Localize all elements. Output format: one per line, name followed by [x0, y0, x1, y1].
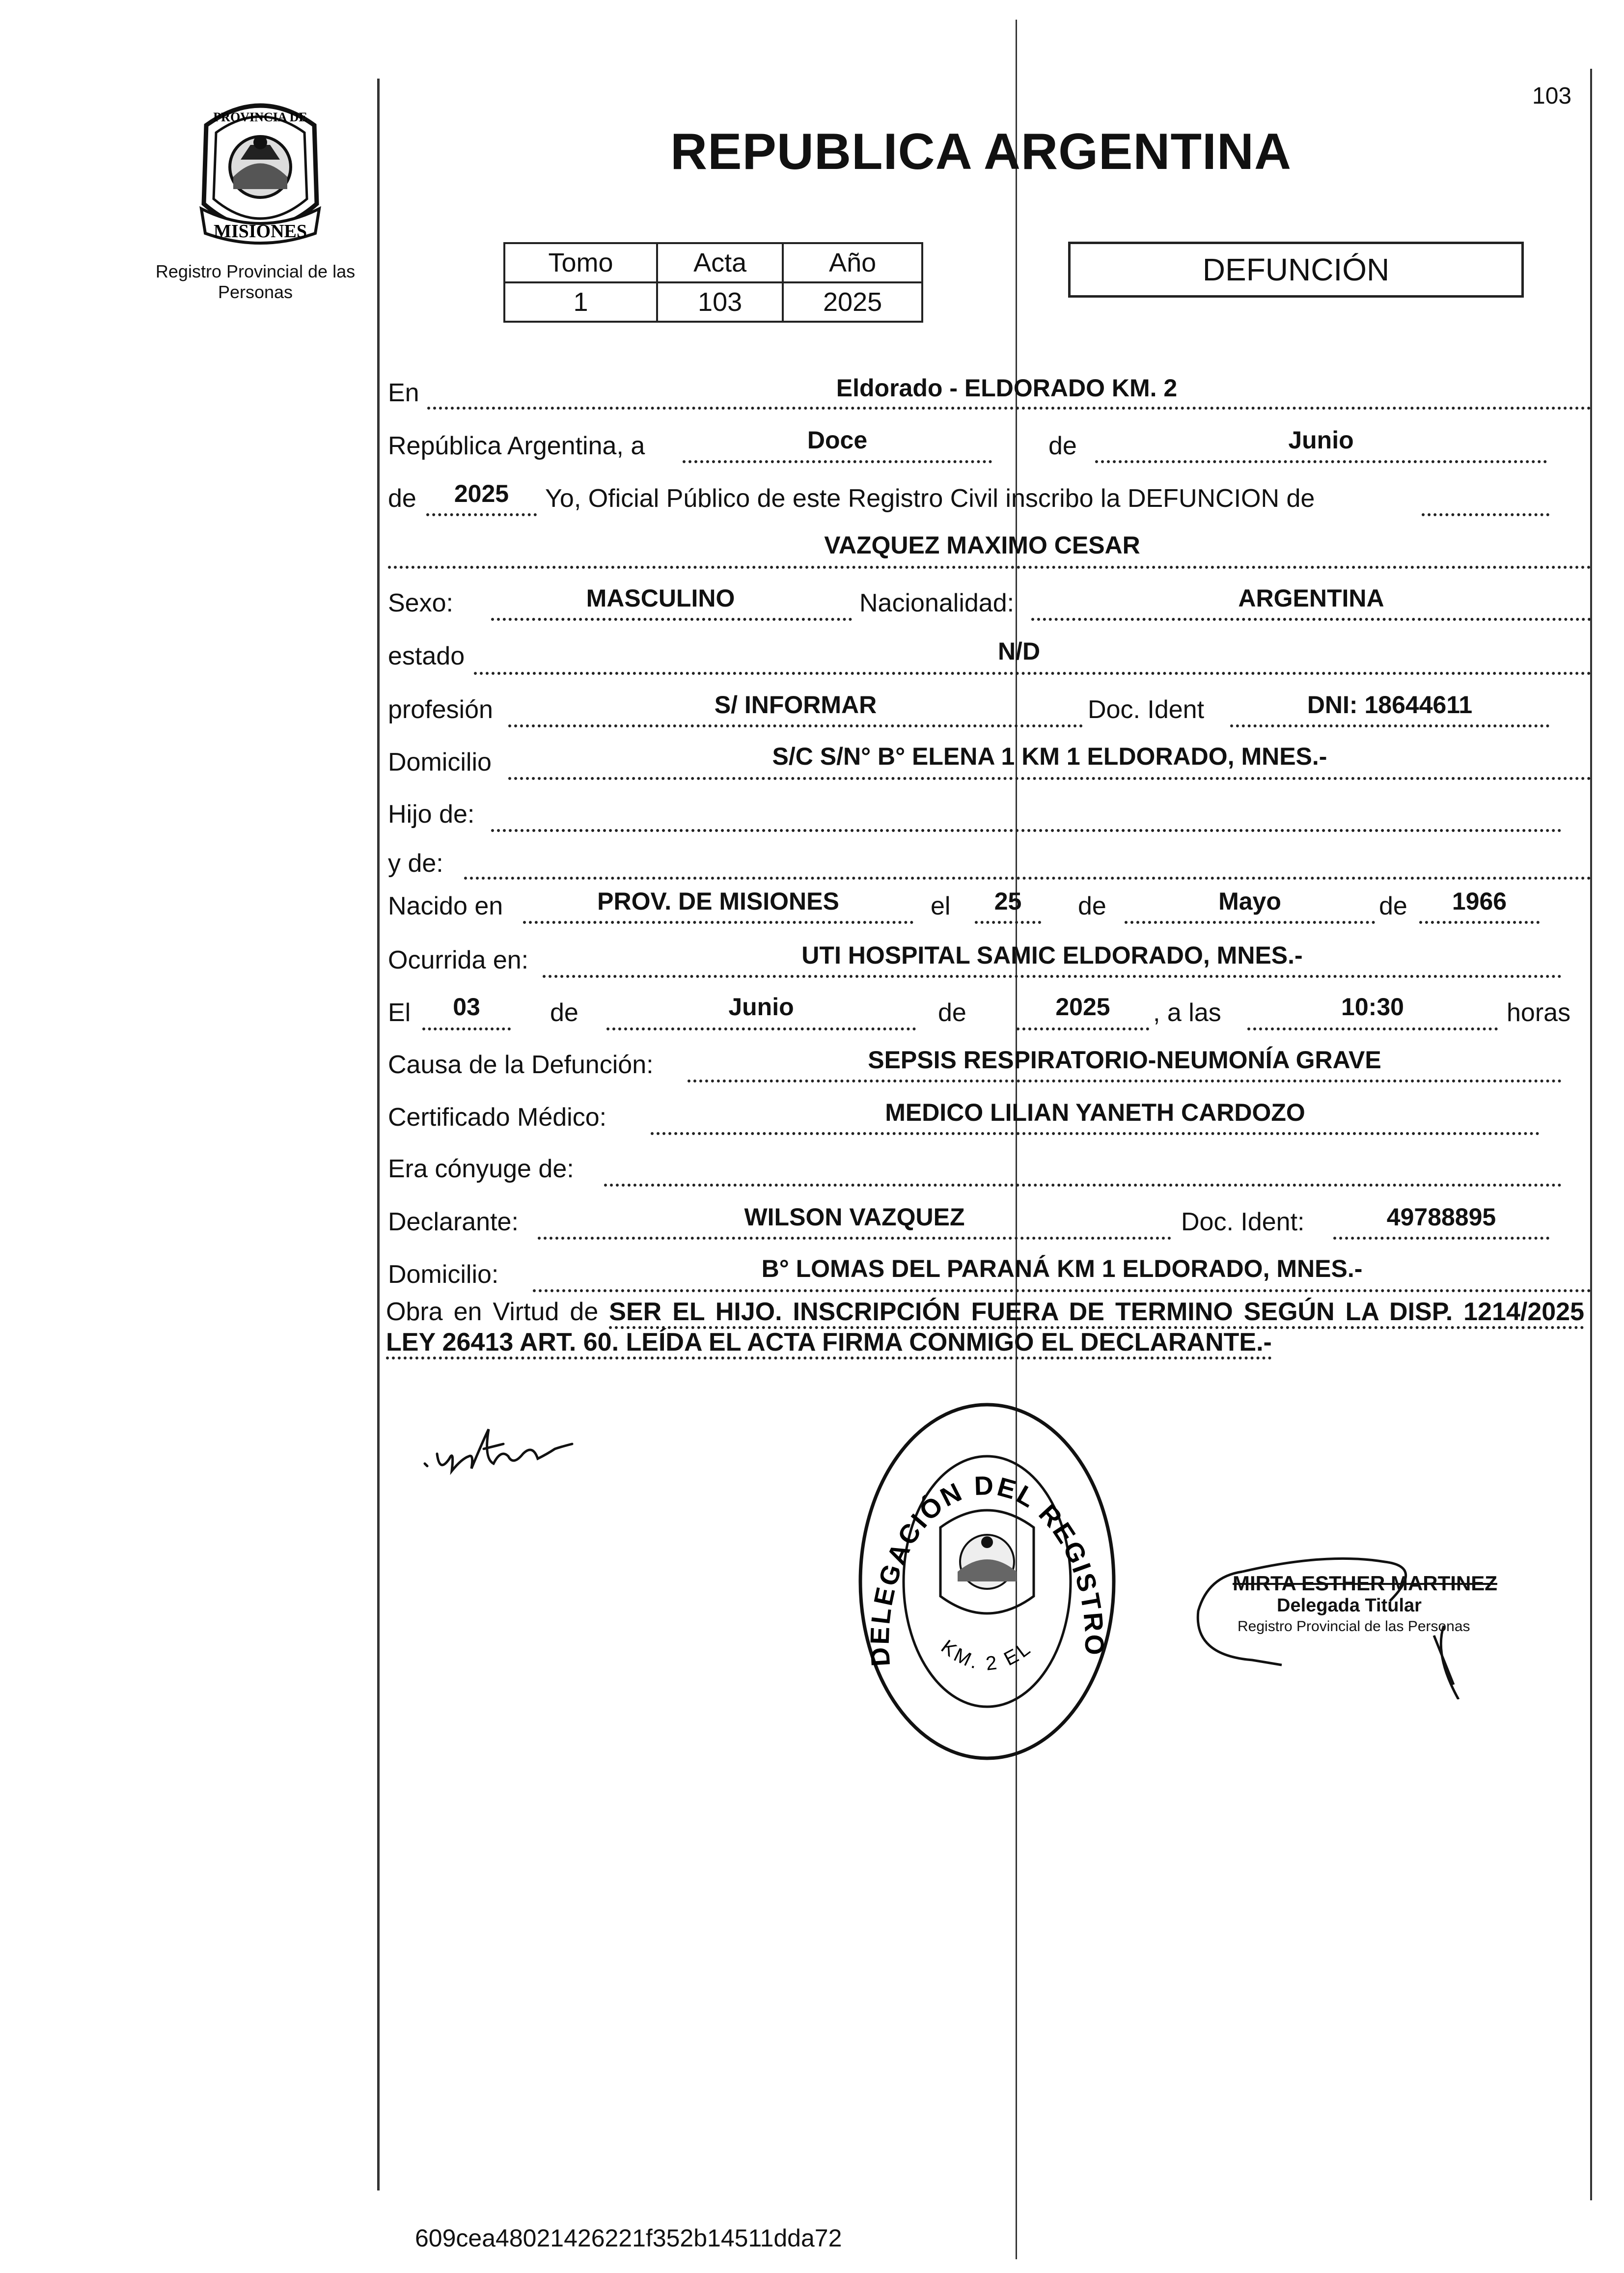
underline	[523, 921, 913, 924]
label-de: de	[938, 998, 966, 1027]
doc-value: DNI: 18644611	[1307, 691, 1473, 719]
tomo-header: Tomo	[504, 243, 657, 282]
sexo-value: MASCULINO	[586, 584, 735, 612]
underline	[651, 1132, 1540, 1135]
label-nacionalidad: Nacionalidad:	[859, 589, 1015, 617]
nac-anio-value: 1966	[1452, 887, 1507, 915]
underline	[604, 1184, 1562, 1187]
underline	[1125, 921, 1375, 924]
nacido-en-value: PROV. DE MISIONES	[597, 887, 839, 915]
label-conyuge: Era cónyuge de:	[388, 1155, 574, 1183]
underline	[422, 1027, 511, 1030]
svg-text:PROVINCIA DE: PROVINCIA DE	[213, 110, 307, 124]
stamp-outer-text: DELEGACIÓN DEL REGISTRO	[865, 1470, 1109, 1667]
label-ocurrida: Ocurrida en:	[388, 946, 529, 974]
anio-header: Año	[783, 243, 922, 282]
label-estado: estado	[388, 642, 465, 670]
underline	[683, 460, 992, 463]
label-yo: Yo, Oficial Público de este Registro Civil inscribo la DEFUNCION de	[545, 484, 1315, 513]
label-hijo-de: Hijo de:	[388, 800, 475, 829]
label-profesion: profesión	[388, 695, 493, 724]
label-declarante: Declarante:	[388, 1208, 519, 1236]
dia-value: Doce	[807, 426, 868, 454]
provincial-seal-logo	[187, 91, 334, 250]
label-de: de	[388, 484, 416, 513]
underline	[1017, 1027, 1149, 1030]
underline	[388, 566, 1591, 569]
underline	[1333, 1237, 1549, 1240]
lugar-value: Eldorado - ELDORADO KM. 2	[836, 374, 1178, 402]
underline	[427, 407, 1591, 410]
page-number: 103	[1532, 83, 1572, 109]
registry-name: Registro Provincial de las Personas	[155, 261, 356, 302]
def-mes-value: Junio	[728, 993, 794, 1021]
declarante-doc-value: 49788895	[1386, 1203, 1496, 1231]
document-title: REPUBLICA ARGENTINA	[670, 123, 1292, 180]
label-a-las: , a las	[1153, 998, 1221, 1027]
label-y-de: y de:	[388, 849, 443, 878]
underline	[543, 975, 1562, 978]
underline	[1247, 1027, 1498, 1030]
tomo-value: 1	[504, 282, 657, 322]
underline	[1095, 460, 1547, 463]
underline	[1230, 724, 1549, 727]
underline	[464, 877, 1591, 880]
anio-value: 2025	[454, 480, 509, 507]
def-anio-value: 2025	[1055, 993, 1110, 1021]
label-de: de	[1048, 432, 1077, 460]
underline	[975, 921, 1041, 924]
anio-value: 2025	[783, 282, 922, 322]
causa-value: SEPSIS RESPIRATORIO-NEUMONÍA GRAVE	[868, 1046, 1381, 1074]
domicilio-value: S/C S/N° B° ELENA 1 KM 1 ELDORADO, MNES.-	[772, 743, 1327, 770]
label-domicilio2: Domicilio:	[388, 1260, 499, 1289]
label-horas: horas	[1507, 998, 1571, 1027]
nac-dia-value: 25	[994, 887, 1022, 915]
mes-value: Junio	[1288, 426, 1354, 454]
underline	[508, 724, 1083, 727]
declarant-signature	[415, 1419, 582, 1493]
label-El: El	[388, 998, 411, 1027]
underline	[474, 672, 1591, 675]
label-nacido-en: Nacido en	[388, 892, 503, 920]
svg-text:MISIONES: MISIONES	[213, 221, 307, 242]
underline	[688, 1080, 1562, 1082]
ocurrida-value: UTI HOSPITAL SAMIC ELDORADO, MNES.-	[801, 942, 1303, 969]
nac-mes-value: Mayo	[1218, 887, 1281, 915]
label-doc-ident2: Doc. Ident:	[1181, 1208, 1305, 1236]
obra-value: SER EL HIJO. INSCRIPCIÓN FUERA DE TERMINO SEGÚN LA DISP. 1214/2025 LEY 26413 ART. 60. LEÍDA EL ACTA FIRMA CONMIGO EL DECLARANTE.-	[386, 1298, 1584, 1359]
def-dia-value: 03	[453, 993, 480, 1021]
record-table	[503, 242, 923, 323]
acta-header: Acta	[657, 243, 783, 282]
document-hash: 609cea48021426221f352b14511dda72	[415, 2224, 842, 2252]
label-certificado: Certificado Médico:	[388, 1103, 607, 1132]
underline	[1031, 618, 1591, 621]
label-domicilio: Domicilio	[388, 748, 492, 776]
label-de: de	[1078, 892, 1106, 920]
declarante-domicilio-value: B° LOMAS DEL PARANÁ KM 1 ELDORADO, MNES.-	[761, 1255, 1363, 1282]
label-sexo: Sexo:	[388, 589, 453, 617]
label-de: de	[550, 998, 578, 1027]
label-de: de	[1379, 892, 1407, 920]
label-en: En	[388, 379, 419, 407]
record-type-box: DEFUNCIÓN	[1068, 242, 1524, 298]
left-margin-line	[377, 79, 380, 2190]
underline	[491, 829, 1562, 832]
underline	[1419, 921, 1540, 924]
obra-paragraph	[386, 1297, 1584, 1358]
underline	[508, 777, 1591, 780]
center-fold-line	[1016, 20, 1017, 2259]
def-hora-value: 10:30	[1341, 993, 1404, 1021]
underline	[538, 1237, 1171, 1240]
acta-value: 103	[657, 282, 783, 322]
estado-value: N/D	[997, 638, 1041, 665]
underline	[491, 618, 852, 621]
underline	[533, 1289, 1591, 1292]
label-doc-ident: Doc. Ident	[1088, 695, 1205, 724]
underline	[606, 1027, 916, 1030]
label-el: el	[931, 892, 951, 920]
label-obra: Obra en Virtud de	[386, 1298, 599, 1326]
nacionalidad-value: ARGENTINA	[1238, 584, 1384, 612]
stamp-inner-text: KM. 2 EL	[937, 1635, 1036, 1675]
svg-text:DELEGACIÓN DEL REGISTRO DE LAS	[857, 1400, 1109, 1668]
nombre-value: VAZQUEZ MAXIMO CESAR	[824, 531, 1140, 559]
official-name: MIRTA ESTHER MARTINEZ	[1233, 1572, 1497, 1595]
official-org: Registro Provincial de las Personas	[1238, 1618, 1470, 1635]
label-republica: República Argentina, a	[388, 432, 645, 460]
delegation-stamp	[857, 1400, 1117, 1763]
declarante-value: WILSON VAZQUEZ	[744, 1203, 965, 1231]
underline	[426, 513, 537, 516]
label-causa: Causa de la Defunción:	[388, 1051, 654, 1079]
underline	[1422, 513, 1549, 516]
certificado-value: MEDICO LILIAN YANETH CARDOZO	[885, 1099, 1305, 1126]
official-signature	[1223, 1567, 1497, 1635]
official-role: Delegada Titular	[1277, 1595, 1422, 1616]
right-margin-line	[1590, 69, 1592, 2200]
profesion-value: S/ INFORMAR	[714, 691, 877, 719]
